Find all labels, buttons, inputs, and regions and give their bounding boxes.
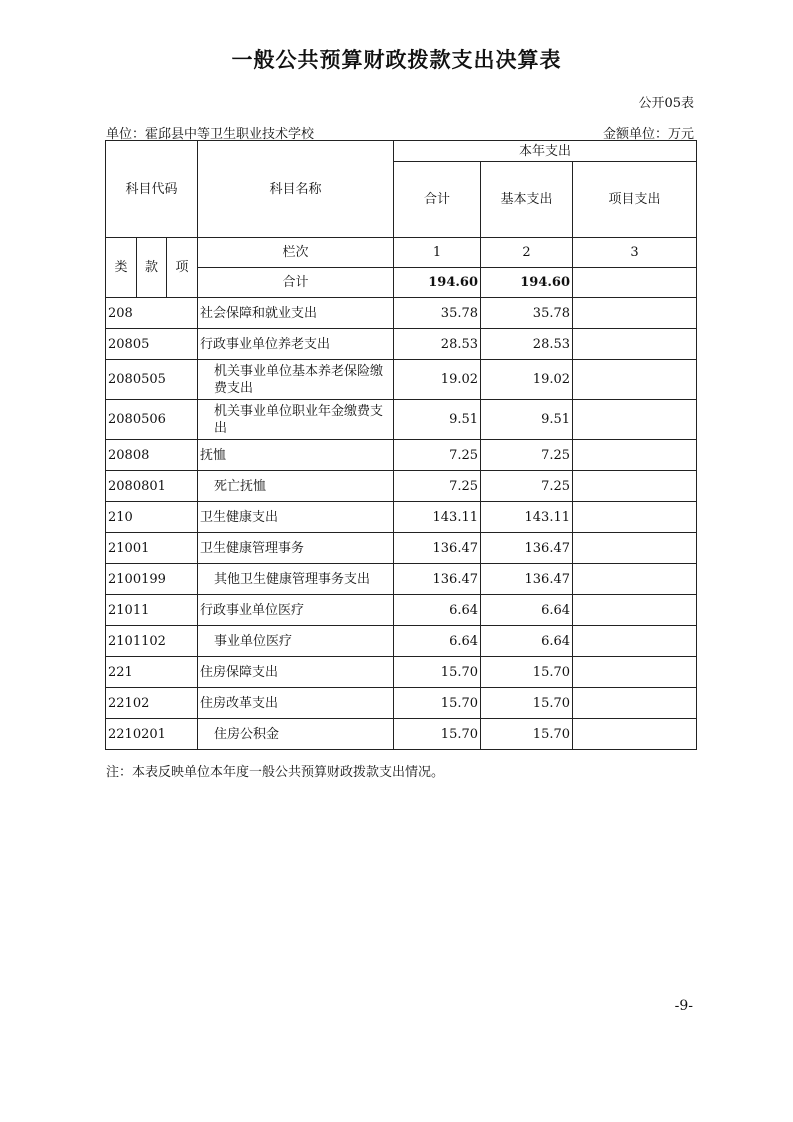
row-code: 2210201: [106, 719, 198, 750]
row-code: 20805: [106, 329, 198, 360]
row-basic: 7.25: [481, 440, 573, 471]
sum-project: [573, 268, 697, 298]
sum-basic: 194.60: [481, 268, 573, 298]
row-project: [573, 595, 697, 626]
row-name: 抚恤: [198, 440, 394, 471]
sum-total: 194.60: [394, 268, 481, 298]
row-name: 事业单位医疗: [198, 626, 394, 657]
row-total: 15.70: [394, 688, 481, 719]
row-total: 6.64: [394, 626, 481, 657]
table-row: [106, 688, 697, 719]
row-basic: 19.02: [481, 360, 573, 400]
row-project: [573, 688, 697, 719]
row-basic: 28.53: [481, 329, 573, 360]
row-total: 35.78: [394, 298, 481, 329]
row-total: 19.02: [394, 360, 481, 400]
row-code: 22102: [106, 688, 198, 719]
header-basic: 基本支出: [481, 162, 573, 238]
expenditure-table: [105, 140, 697, 750]
row-code: 2080801: [106, 471, 198, 502]
row-total: 7.25: [394, 440, 481, 471]
row-code: 2080505: [106, 360, 198, 400]
row-basic: 15.70: [481, 657, 573, 688]
header-year-spend: 本年支出: [394, 141, 697, 162]
row-basic: 7.25: [481, 471, 573, 502]
row-basic: 6.64: [481, 626, 573, 657]
row-basic: 15.70: [481, 719, 573, 750]
row-name: 住房改革支出: [198, 688, 394, 719]
row-project: [573, 657, 697, 688]
header-name: 科目名称: [198, 141, 394, 238]
row-name: 其他卫生健康管理事务支出: [198, 564, 394, 595]
row-name: 机关事业单位职业年金缴费支出: [198, 400, 394, 440]
row-name: 卫生健康支出: [198, 502, 394, 533]
row-name: 行政事业单位医疗: [198, 595, 394, 626]
table-row: [106, 595, 697, 626]
row-project: [573, 400, 697, 440]
row-project: [573, 564, 697, 595]
table-row: [106, 329, 697, 360]
row-name: 社会保障和就业支出: [198, 298, 394, 329]
header-lanci: 栏次: [198, 238, 394, 268]
row-name: 卫生健康管理事务: [198, 533, 394, 564]
row-basic: 15.70: [481, 688, 573, 719]
row-total: 15.70: [394, 719, 481, 750]
table-row: [106, 564, 697, 595]
row-total: 136.47: [394, 564, 481, 595]
row-code: 21001: [106, 533, 198, 564]
money-unit-label: 金额单位：万元: [602, 127, 694, 142]
header-lei: 类: [106, 238, 137, 298]
sum-label: 合计: [198, 268, 394, 298]
row-project: [573, 360, 697, 400]
table-row: [106, 626, 697, 657]
row-code: 2101102: [106, 626, 198, 657]
row-total: 15.70: [394, 657, 481, 688]
row-total: 7.25: [394, 471, 481, 502]
header-kuan: 款: [137, 238, 167, 298]
row-name: 机关事业单位基本养老保险缴费支出: [198, 360, 394, 400]
row-code: 21011: [106, 595, 198, 626]
table-row: [106, 657, 697, 688]
row-total: 6.64: [394, 595, 481, 626]
row-name: 住房保障支出: [198, 657, 394, 688]
row-name: 行政事业单位养老支出: [198, 329, 394, 360]
table-row: [106, 502, 697, 533]
row-project: [573, 329, 697, 360]
page-number: -9-: [674, 998, 693, 1014]
row-basic: 143.11: [481, 502, 573, 533]
page-title: 一般公共预算财政拨款支出决算表: [231, 48, 562, 72]
row-code: 210: [106, 502, 198, 533]
row-code: 221: [106, 657, 198, 688]
table-note: 注：本表反映单位本年度一般公共预算财政拨款支出情况。: [106, 765, 445, 780]
table-row: [106, 719, 697, 750]
header-xiang: 项: [167, 238, 198, 298]
unit-label: 单位：霍邱县中等卫生职业技术学校: [106, 127, 315, 142]
row-project: [573, 533, 697, 564]
row-total: 28.53: [394, 329, 481, 360]
col-number-1: 1: [394, 238, 481, 268]
row-project: [573, 298, 697, 329]
row-code: 208: [106, 298, 198, 329]
table-row: [106, 360, 697, 400]
row-code: 20808: [106, 440, 198, 471]
row-project: [573, 719, 697, 750]
row-basic: 9.51: [481, 400, 573, 440]
row-name: 死亡抚恤: [198, 471, 394, 502]
table-row: [106, 471, 697, 502]
form-number: 公开05表: [638, 96, 694, 111]
row-project: [573, 440, 697, 471]
table-row: [106, 440, 697, 471]
row-project: [573, 471, 697, 502]
row-project: [573, 626, 697, 657]
col-number-2: 2: [481, 238, 573, 268]
col-number-3: 3: [573, 238, 697, 268]
table-row: [106, 298, 697, 329]
header-code: 科目代码: [106, 141, 198, 238]
header-total: 合计: [394, 162, 481, 238]
row-total: 143.11: [394, 502, 481, 533]
row-project: [573, 502, 697, 533]
row-total: 9.51: [394, 400, 481, 440]
table-row: [106, 400, 697, 440]
row-code: 2080506: [106, 400, 198, 440]
row-name: 住房公积金: [198, 719, 394, 750]
row-code: 2100199: [106, 564, 198, 595]
row-basic: 136.47: [481, 533, 573, 564]
row-basic: 35.78: [481, 298, 573, 329]
row-basic: 136.47: [481, 564, 573, 595]
row-total: 136.47: [394, 533, 481, 564]
table-row: [106, 533, 697, 564]
row-basic: 6.64: [481, 595, 573, 626]
header-project: 项目支出: [573, 162, 697, 238]
